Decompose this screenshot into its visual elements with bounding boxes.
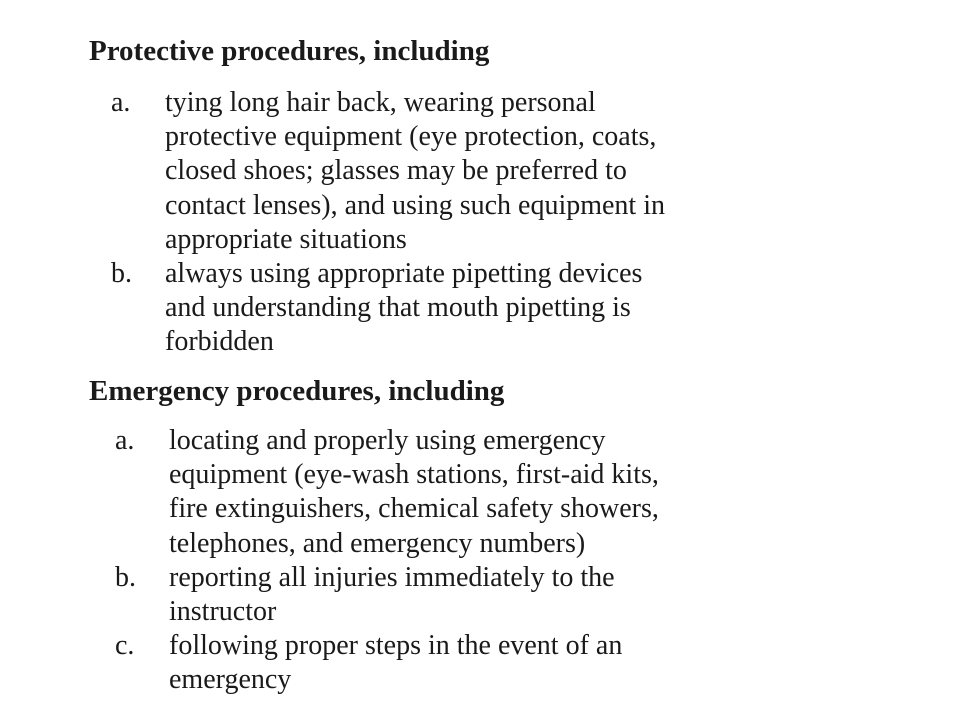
heading-bold-text: Emergency procedures, <box>89 375 382 407</box>
protective-procedures-list <box>111 86 931 360</box>
emergency-procedures-list <box>115 424 935 698</box>
list-marker: a. <box>115 425 135 456</box>
heading-rest-text: including <box>366 35 490 67</box>
list-item-text: following proper steps in the event of an emergency <box>169 630 623 696</box>
list-marker: b. <box>115 561 136 593</box>
list-marker: b. <box>111 258 132 290</box>
list-item-text: always using appropriate pipetting devices and understanding that mouth pipetting is forbidden <box>165 258 643 358</box>
list-marker: a. <box>111 87 131 118</box>
list-item-text: reporting all injuries immediately to the instructor <box>169 561 615 628</box>
list-item <box>115 629 935 697</box>
list-item <box>115 424 935 561</box>
protective-procedures-heading <box>89 34 489 68</box>
list-item <box>115 561 935 629</box>
list-item-text: tying long hair back, wearing personal protective equipment (eye protection, coats, closed shoes; glasses may be preferred to contact lenses), and using such equipment in appropriate situations <box>165 87 665 255</box>
heading-bold-text: Protective procedures, <box>89 35 367 67</box>
list-item <box>111 257 931 360</box>
emergency-procedures-heading <box>89 374 504 408</box>
list-marker: c. <box>115 630 135 662</box>
list-item <box>111 86 931 257</box>
heading-rest-text: including <box>381 375 505 407</box>
list-item-text: locating and properly using emergency equipment (eye-wash stations, first-aid kits, fire extinguishers, chemical safety showers, telephones, and emergency numbers) <box>169 425 659 559</box>
